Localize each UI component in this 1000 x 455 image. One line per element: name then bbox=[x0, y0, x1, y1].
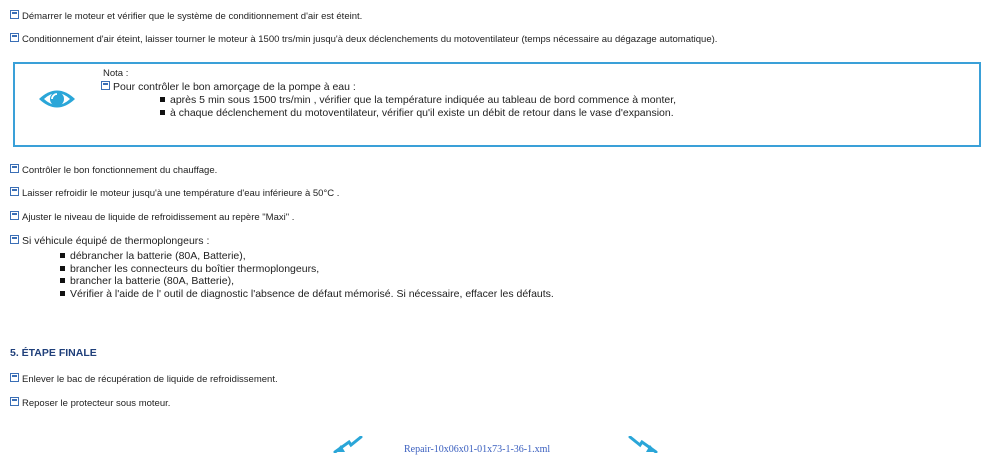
nota-box bbox=[13, 62, 981, 147]
square-bullet-icon bbox=[60, 278, 65, 283]
square-bullet-icon bbox=[60, 291, 65, 296]
square-bullet-icon bbox=[160, 97, 165, 102]
list-item: à chaque déclenchement du motoventilateur, vérifier qu'il existe un débit de retour dans le vase d'expansion. bbox=[160, 107, 676, 120]
previous-page-icon[interactable] bbox=[333, 436, 363, 453]
square-bullet-icon bbox=[160, 110, 165, 115]
step-text: Conditionnement d'air éteint, laisser tourner le moteur à 1500 trs/min jusqu'à deux déclenchements du motoventilateur (temps nécessaire au dégazage automatique). bbox=[22, 34, 718, 45]
checkbox-bullet-icon bbox=[10, 397, 19, 406]
nota-label: Nota : bbox=[103, 68, 129, 79]
document-link[interactable]: Repair-10x06x01-01x73-1-36-1.xml bbox=[404, 444, 551, 455]
checkbox-bullet-icon bbox=[10, 164, 19, 173]
square-bullet-icon bbox=[60, 253, 65, 258]
list-item: brancher la batterie (80A, Batterie), bbox=[60, 275, 554, 288]
next-page-icon[interactable] bbox=[628, 436, 658, 453]
checkbox-bullet-icon bbox=[10, 373, 19, 382]
checkbox-bullet-icon bbox=[10, 211, 19, 220]
checkbox-bullet-icon bbox=[10, 33, 19, 42]
step-run-engine bbox=[10, 33, 717, 46]
list-item: débrancher la batterie (80A, Batterie), bbox=[60, 250, 554, 263]
step-thermoplongeurs: Si véhicule équipé de thermoplongeurs : bbox=[10, 235, 209, 247]
list-item: brancher les connecteurs du boîtier thermoplongeurs, bbox=[60, 263, 554, 276]
eye-icon bbox=[37, 86, 77, 112]
section-heading: 5. ÉTAPE FINALE bbox=[10, 347, 97, 359]
step-text: Démarrer le moteur et vérifier que le système de conditionnement d'air est éteint. bbox=[22, 11, 363, 22]
checkbox-bullet-icon bbox=[101, 81, 110, 90]
list-item: après 5 min sous 1500 trs/min , vérifier que la température indiquée au tableau de bord commence à monter, bbox=[160, 94, 676, 107]
nota-intro: Pour contrôler le bon amorçage de la pompe à eau : bbox=[101, 81, 356, 93]
thermo-bullet-list bbox=[60, 250, 554, 300]
checkbox-bullet-icon bbox=[10, 187, 19, 196]
square-bullet-icon bbox=[60, 266, 65, 271]
step-adjust-level: Ajuster le niveau de liquide de refroidissement au repère "Maxi" . bbox=[10, 211, 294, 224]
step-remove-tray: Enlever le bac de récupération de liquide de refroidissement. bbox=[10, 373, 278, 386]
step-start-engine bbox=[10, 10, 362, 23]
step-refit-protector: Reposer le protecteur sous moteur. bbox=[10, 397, 170, 410]
nota-bullet-list bbox=[160, 94, 676, 119]
step-check-heating: Contrôler le bon fonctionnement du chauffage. bbox=[10, 164, 217, 177]
list-item: Vérifier à l'aide de l' outil de diagnostic l'absence de défaut mémorisé. Si nécessaire, effacer les défauts. bbox=[60, 288, 554, 301]
step-cool-engine: Laisser refroidir le moteur jusqu'à une température d'eau inférieure à 50°C . bbox=[10, 187, 339, 200]
checkbox-bullet-icon bbox=[10, 10, 19, 19]
footer-navigation bbox=[0, 436, 1000, 453]
checkbox-bullet-icon bbox=[10, 235, 19, 244]
